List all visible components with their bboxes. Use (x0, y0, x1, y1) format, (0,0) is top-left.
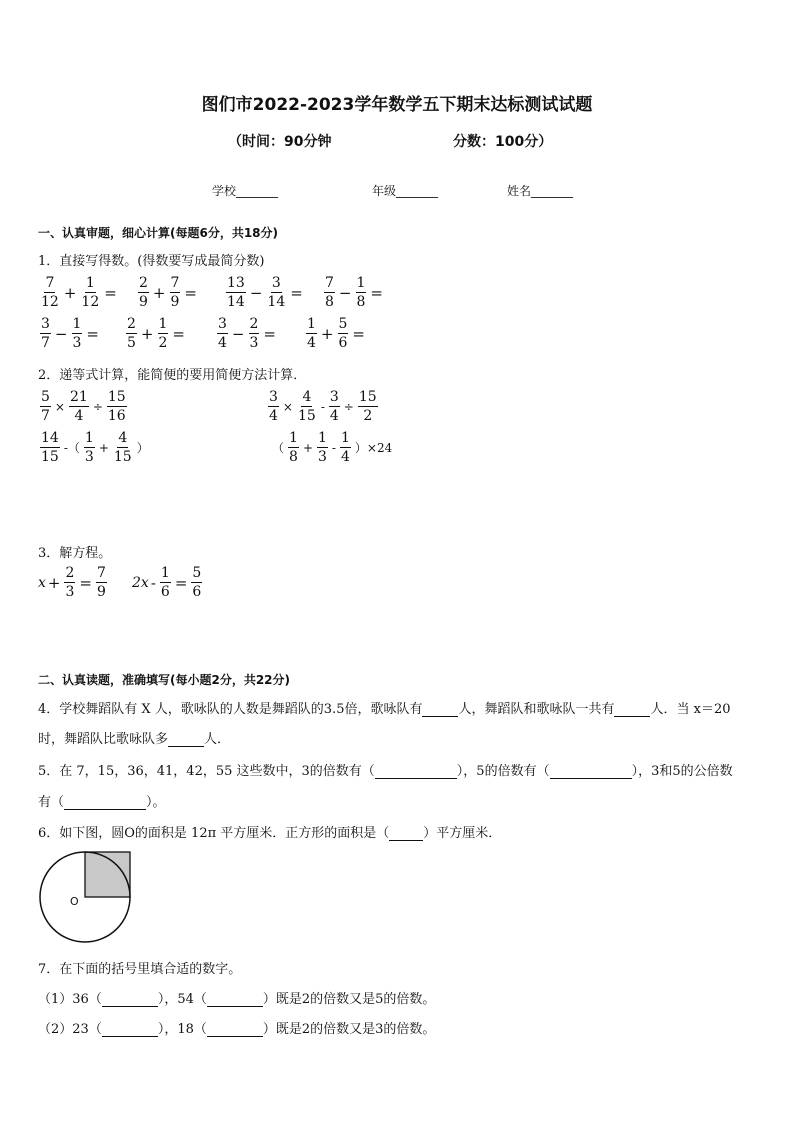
school-field[interactable]: 学校_______ (212, 184, 279, 198)
q1-item-5: 3 7 − $\frac{1}{3}$ = (41, 316, 99, 351)
circle-square-figure (38, 850, 138, 946)
section-2-heading: 二、认真读题，准确填写(每小题2分，共22分) (38, 673, 291, 687)
q3-equation-2: 2x - $\frac{1}{6}$ = $\frac{5}{6}$ (132, 565, 202, 600)
question-7-part-1: （1）36（ ），54（ ）既是2的倍数又是5的倍数。 (38, 992, 436, 1007)
q1-item-2: 2 9 + $\frac{7}{9}$ = (139, 275, 197, 310)
question-3: 3．解方程。 (38, 546, 112, 561)
q7-2-blank-2[interactable] (207, 1023, 263, 1037)
question-2: 2．递等式计算，能简便的要用简便方法计算． (38, 368, 307, 383)
circle-center-label: O (70, 895, 79, 908)
q1-item-7: 3 4 − $\frac{2}{3}$ = (218, 316, 276, 351)
q4-blank-2[interactable] (614, 703, 650, 717)
q1-item-3: 13 14 − $\frac{3}{14}$ = (227, 275, 303, 310)
q5-blank-1[interactable] (375, 765, 457, 779)
q7-1-blank-2[interactable] (207, 993, 263, 1007)
question-4-line-1: 4．学校舞蹈队有 X 人，歌咏队的人数是舞蹈队的3.5倍，歌咏队有 人，舞蹈队和歌咏队一共有 人．当 x＝20 (38, 702, 731, 717)
page-title: 图们市2022-2023学年数学五下期末达标测试试题 (201, 95, 593, 115)
q7-2-blank-1[interactable] (102, 1023, 158, 1037)
q1-item-8: 1 4 + $\frac{5}{6}$ = (307, 316, 365, 351)
exam-score: 分数：100分） (453, 134, 553, 150)
question-5-line-1: 5．在 7，15，36，41，42，55 这些数中，3的倍数有（ ），5的倍数有（ ），3和5的公倍数 (38, 764, 733, 779)
q2-expression-2: $\frac{3}{4}$ × $\frac{4}{15}$ - $\frac{3}{4}$ ÷ $\frac{15}{2}$ (269, 389, 377, 424)
question-5-line-2: 有（ ）。 (38, 795, 166, 810)
q3-equation-1: x + $\frac{2}{3}$ = $\frac{7}{9}$ (38, 565, 106, 600)
q1-item-1: 7 12 + $\frac{1}{12}$ = (41, 275, 117, 310)
q6-blank[interactable] (389, 827, 423, 841)
q4-blank-1[interactable] (422, 703, 458, 717)
q7-1-blank-1[interactable] (102, 993, 158, 1007)
q4-blank-3[interactable] (168, 733, 204, 747)
question-4-line-2: 时，舞蹈队比歌咏队多 人． (38, 732, 231, 747)
q5-blank-3[interactable] (64, 796, 146, 810)
section-1-heading: 一、认真审题，细心计算(每题6分，共18分) (38, 226, 279, 240)
name-field[interactable]: 姓名_______ (507, 184, 574, 198)
question-7: 7．在下面的括号里填合适的数字。 (38, 962, 242, 977)
q2-expression-1: $\frac{5}{7}$ × $\frac{21}{4}$ ÷ $\frac{15}{16}$ (41, 389, 126, 424)
q2-expression-4: （ 1 8 + $\frac{1}{3}$ - 1 4 ）×24 (272, 430, 393, 465)
q2-expression-3: 14 15 -（ 1 3 + $\frac{4}{15}$ ） (41, 430, 149, 465)
grade-field[interactable]: 年级_______ (372, 184, 439, 198)
exam-time: （时间：90分钟 (228, 134, 332, 150)
question-7-part-2: （2）23（ ），18（ ）既是2的倍数又是3的倍数。 (38, 1022, 436, 1037)
q5-blank-2[interactable] (550, 765, 632, 779)
question-6: 6．如下图，圆O的面积是 12π 平方厘米．正方形的面积是（ ）平方厘米． (38, 826, 502, 841)
question-1: 1．直接写得数。(得数要写成最简分数) (38, 254, 265, 269)
q1-item-4: 7 8 − $\frac{1}{8}$ = (325, 275, 383, 310)
q1-item-6: 2 5 + $\frac{1}{2}$ = (127, 316, 185, 351)
